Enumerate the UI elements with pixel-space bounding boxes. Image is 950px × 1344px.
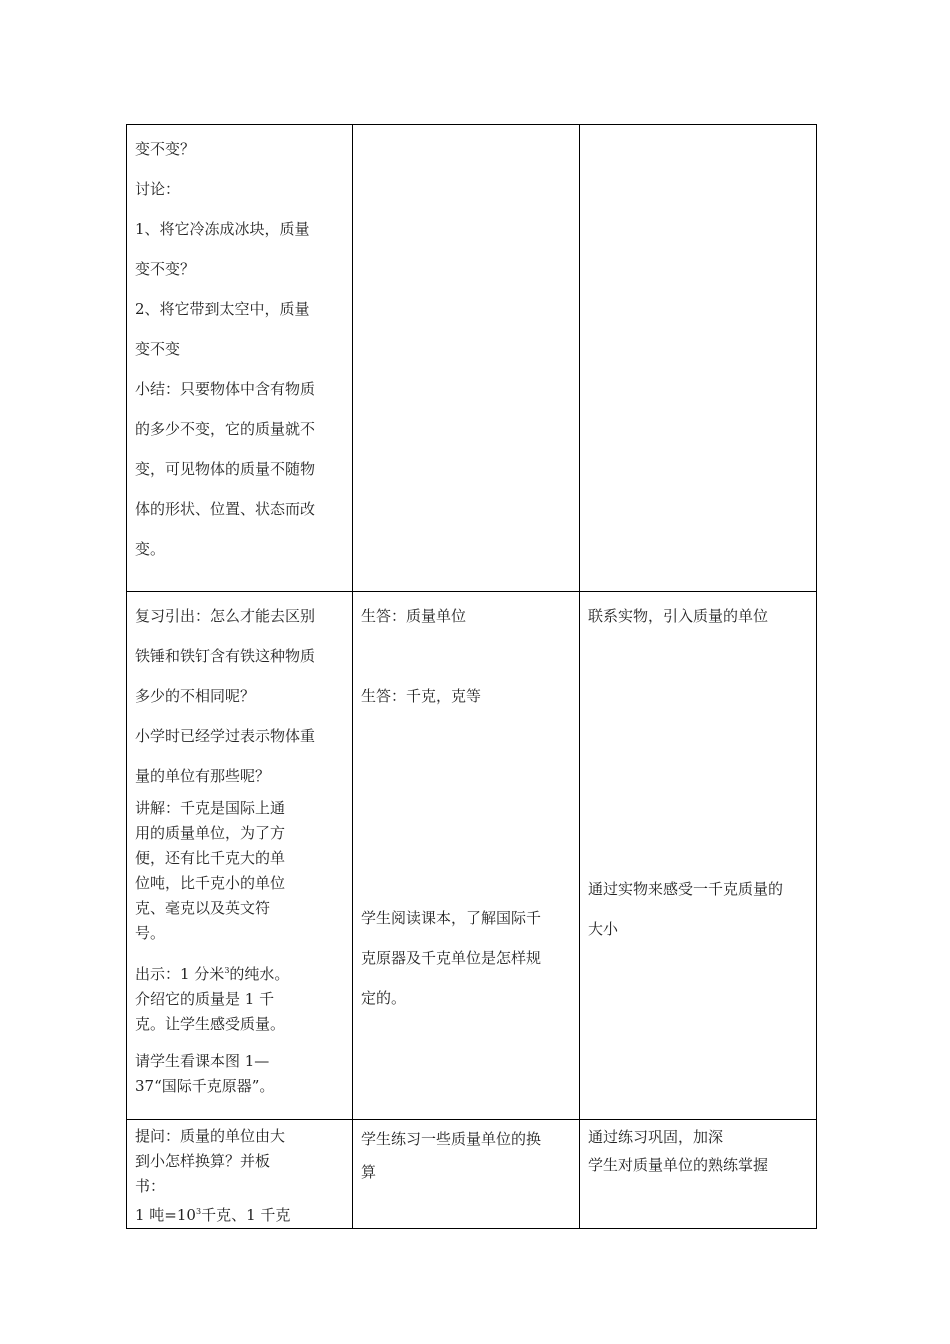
design-intent-cell — [580, 592, 817, 1120]
text-line: 2、将它带到太空中，质量 — [135, 300, 310, 318]
text-line: 学生对质量单位的熟练掌握 — [588, 1156, 769, 1174]
text-fragment: 千克、1 千克 — [201, 1206, 291, 1224]
spacer — [588, 636, 808, 869]
text-line: 的多少不变，它的质量就不 — [135, 420, 316, 438]
teacher-activity-cell — [127, 1120, 353, 1229]
text-line — [135, 1199, 344, 1228]
cell-text — [135, 796, 344, 1099]
text-line: 讨论： — [135, 180, 181, 198]
text-fragment: 1 吨=10 — [135, 1206, 196, 1224]
teacher-activity-cell — [127, 592, 353, 1120]
text-line: 学生练习一些质量单位的换 — [361, 1130, 542, 1148]
student-activity-cell — [353, 1120, 580, 1229]
text-line: 变不变？ — [135, 140, 196, 158]
cell-text — [361, 596, 571, 1018]
cell-text — [588, 1124, 808, 1180]
cell-text — [135, 596, 344, 796]
table-row — [127, 592, 817, 1120]
text-line: 号。 — [135, 924, 166, 942]
text-line: 学生阅读课本，了解国际千 — [361, 909, 542, 927]
text-line: 通过练习巩固，加深 — [588, 1128, 724, 1146]
text-line: 通过实物来感受一千克质量的 — [588, 880, 784, 898]
text-line: 体的形状、位置、状态而改 — [135, 500, 316, 518]
text-line: 量的单位有那些呢？ — [135, 767, 271, 785]
student-activity-cell — [353, 592, 580, 1120]
text-line: 请学生看课本图 1— — [135, 1052, 270, 1070]
text-line: 联系实物，引入质量的单位 — [588, 607, 769, 625]
spacer — [135, 1037, 344, 1049]
text-line: 便，还有比千克大的单 — [135, 849, 286, 867]
design-intent-cell — [580, 1120, 817, 1229]
spacer — [361, 636, 571, 676]
superscript: 3 — [195, 1207, 202, 1216]
cell-text — [588, 596, 808, 949]
text-line: 变不变？ — [135, 260, 196, 278]
teacher-activity-cell — [127, 125, 353, 592]
text-line: 提问：质量的单位由大 — [135, 1127, 286, 1145]
text-line: 位吨，比千克小的单位 — [135, 874, 286, 892]
text-line: 定的。 — [361, 989, 407, 1007]
text-fragment: 的纯水。 — [229, 965, 290, 983]
text-line: 变不变 — [135, 340, 181, 358]
text-line: 铁锤和铁钉含有铁这种物质 — [135, 647, 316, 665]
text-line: 克原器及千克单位是怎样规 — [361, 949, 542, 967]
text-line: 复习引出：怎么才能去区别 — [135, 607, 316, 625]
text-line: 克、毫克以及英文符 — [135, 899, 271, 917]
cell-text — [361, 1124, 571, 1190]
text-line: 小学时已经学过表示物体重 — [135, 727, 316, 745]
spacer — [361, 716, 571, 898]
text-line: 讲解：千克是国际上通 — [135, 799, 286, 817]
text-line: 小结：只要物体中含有物质 — [135, 380, 316, 398]
table-row — [127, 125, 817, 592]
text-line: 37“国际千克原器”。 — [135, 1077, 275, 1095]
cell-text — [135, 1124, 344, 1228]
lesson-plan-table — [126, 124, 817, 1229]
text-line: 算 — [361, 1163, 377, 1181]
text-line: 生答：千克，克等 — [361, 687, 482, 705]
spacer — [135, 946, 344, 958]
superscript: 3 — [224, 966, 230, 975]
text-line: 多少的不相同呢？ — [135, 687, 256, 705]
text-line: 书： — [135, 1177, 166, 1195]
text-line: 变。 — [135, 540, 166, 558]
text-line: 生答：质量单位 — [361, 607, 467, 625]
text-line: 克。让学生感受质量。 — [135, 1015, 286, 1033]
text-line: 到小怎样换算？并板 — [135, 1152, 271, 1170]
table-row — [127, 1120, 817, 1229]
student-activity-cell — [353, 125, 580, 592]
text-fragment: 出示：1 分米 — [135, 965, 225, 983]
design-intent-cell — [580, 125, 817, 592]
cell-text — [135, 129, 344, 569]
text-line: 介绍它的质量是 1 千 — [135, 990, 275, 1008]
text-line — [135, 958, 344, 987]
text-line: 1、将它冷冻成冰块，质量 — [135, 220, 310, 238]
text-line: 变，可见物体的质量不随物 — [135, 460, 316, 478]
text-line: 大小 — [588, 920, 619, 938]
text-line: 用的质量单位，为了方 — [135, 824, 286, 842]
